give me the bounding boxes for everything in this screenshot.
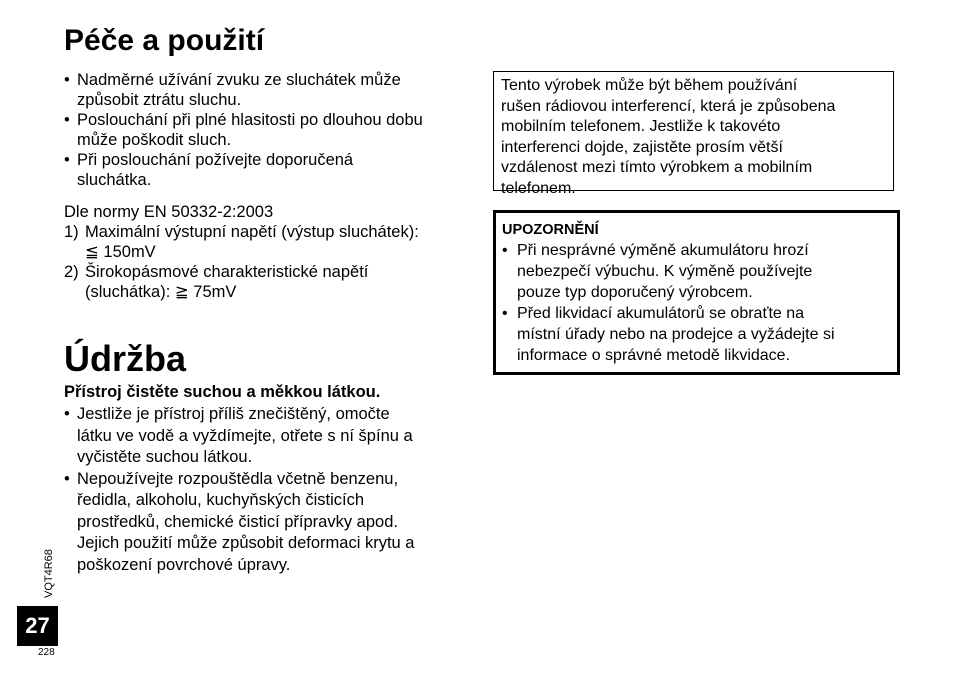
maintenance-content [64, 381, 474, 576]
section-title-care: Péče a použití [64, 24, 265, 57]
norm-reference: Dle normy EN 50332-2:2003 [64, 203, 274, 221]
page-number: 27 [17, 606, 58, 646]
maintenance-bullet: • Nepoužívejte rozpouštědla včetně benzenu, ředidla, alkoholu, kuchyňských čisticích prostředků, chemické čisticí přípravky apod. Jejich použití může způsobit deformaci krytu a poškození povrchové úpravy. [64, 469, 474, 577]
norm-item: 1) Maximální výstupní napětí (výstup sluchátek): ≦ 150mV [64, 223, 419, 261]
warning-bullet: • Před likvidací akumulátorů se obraťte na místní úřady nebo na prodejce a vyžádejte si informace o správné metodě likvidace. [502, 303, 890, 366]
interference-notice-box: Tento výrobek může být během používání rušen rádiovou interferencí, která je způsobena mobilním telefonem. Jestliže k takovéto interferenci dojde, zajistěte prosím větší vzdálenost mezi tímto výrobkem a mobilním telefonem. [493, 71, 894, 191]
model-code: VQT4R68 [43, 549, 55, 598]
maintenance-bullet: • Jestliže je přístroj příliš znečištěný, omočte látku ve vodě a vyždímejte, otřete s ní špínu a vyčistěte suchou látkou. [64, 404, 474, 469]
care-bullet: • Nadměrné užívání zvuku ze sluchátek může způsobit ztrátu sluchu. [64, 70, 474, 110]
warning-title: UPOZORNĚNÍ [502, 222, 599, 238]
maintenance-subtitle: Přístroj čistěte suchou a měkkou látkou. [64, 383, 381, 401]
care-content [64, 70, 474, 302]
sub-page-number: 228 [38, 647, 55, 658]
warning-bullet: • Při nesprávné výměně akumulátoru hrozí nebezpečí výbuchu. K výměně používejte pouze typ doporučený výrobcem. [502, 240, 890, 303]
norm-item: 2) Širokopásmové charakteristické napětí (sluchátka): ≧ 75mV [64, 263, 369, 301]
warning-box [493, 210, 900, 375]
section-title-maintenance: Údržba [64, 338, 187, 379]
care-bullet: • Při poslouchání požívejte doporučená sluchátka. [64, 150, 474, 190]
care-bullet: • Poslouchání při plné hlasitosti po dlouhou dobu může poškodit sluch. [64, 110, 474, 150]
